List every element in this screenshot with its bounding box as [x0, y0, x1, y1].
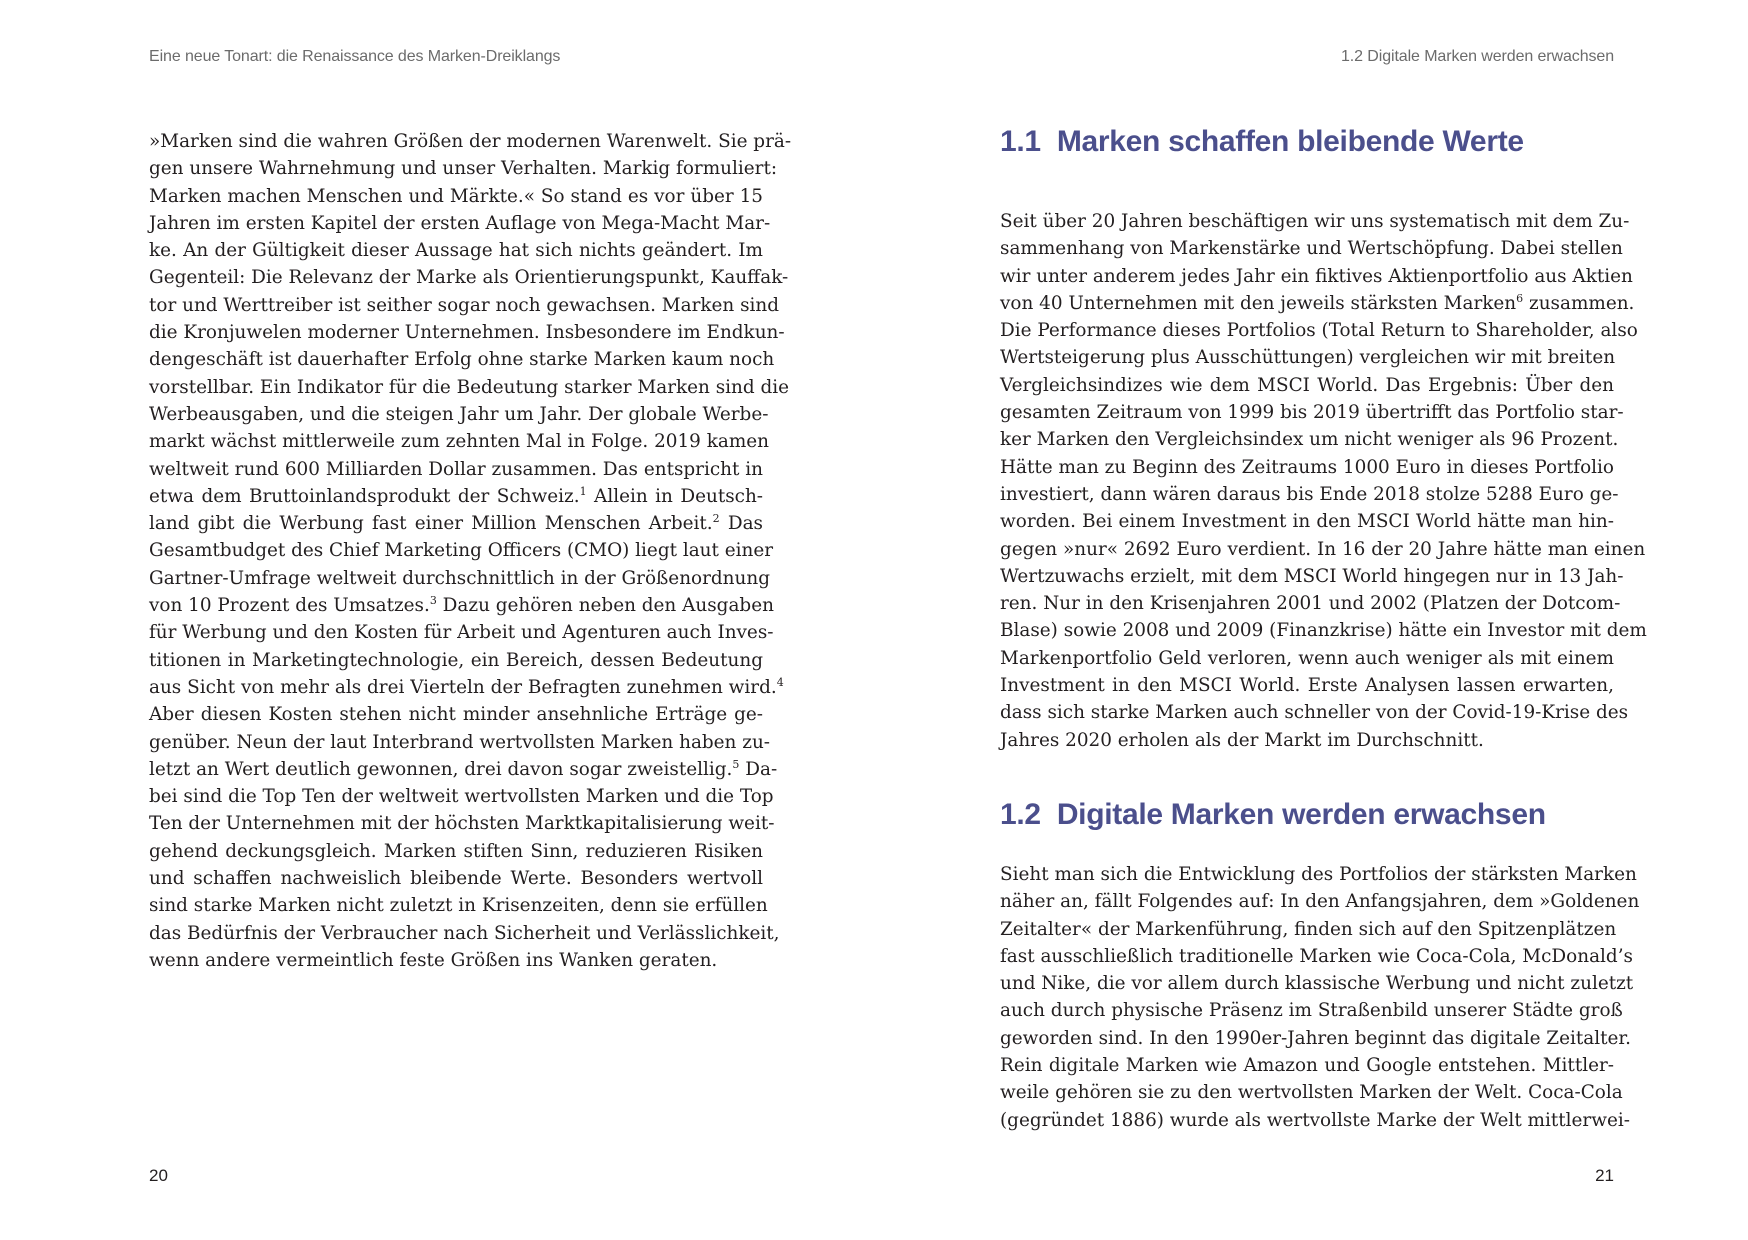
text-line: worden. Bei einem Investment in den MSCI World hätte man hin- [1000, 511, 1614, 533]
text-line: dengeschäft ist dauerhafter Erfolg ohne starke Marken kaum noch [149, 349, 775, 371]
text-line: Markenportfolio Geld verloren, wenn auch weniger als mit einem [1000, 647, 1614, 669]
text-line: Ten der Unternehmen mit der höchsten Marktkapitalisierung weit- [149, 813, 775, 835]
text-line: investiert, dann wären daraus bis Ende 2018 stolze 5288 Euro ge- [1000, 483, 1619, 505]
text-line: bei sind die Top Ten der weltweit wertvollsten Marken und die Top [149, 786, 774, 808]
text-line: Gartner-Umfrage weltweit durchschnittlich in der Größenordnung [149, 567, 770, 589]
section-1-2-body-text [1000, 861, 1640, 1134]
text-line: gesamten Zeitraum von 1999 bis 2019 übertrifft das Portfolio star- [1000, 402, 1624, 424]
text-line: Werbeausgaben, und die steigen Jahr um Jahr. Der globale Werbe- [149, 403, 769, 425]
text-line: die Kronjuwelen moderner Unternehmen. Insbesondere im Endkun- [149, 322, 785, 344]
text-line: markt wächst mittlerweile zum zehnten Mal in Folge. 2019 kamen [149, 431, 769, 453]
text-line: Wertsteigerung plus Ausschüttungen) vergleichen wir mit breiten [1000, 347, 1616, 369]
text-line: (gegründet 1886) wurde als wertvollste Marke der Welt mittlerwei- [1000, 1109, 1630, 1131]
section-title: Marken schaffen bleibende Werte [1056, 125, 1524, 158]
text-line: Sieht man sich die Entwicklung des Portfolios der stärksten Marken [1000, 864, 1637, 885]
footnote-marker: 1 [579, 484, 587, 498]
text-line: Marken machen Menschen und Märkte.« So stand es vor über 15 [149, 185, 763, 207]
text-line: wenn andere vermeintlich feste Größen ins Wanken geraten. [149, 949, 718, 971]
text-line: ren. Nur in den Krisenjahren 2001 und 2002 (Platzen der Dotcom- [1000, 593, 1621, 615]
text-line: land gibt die Werbung fast einer Million Menschen Arbeit.$^2$ Das [149, 512, 763, 535]
text-line: Aber diesen Kosten stehen nicht minder ansehnliche Erträge ge- [149, 704, 763, 726]
text-line: von 10 Prozent des Umsatzes.$^3$ Dazu gehören neben den Ausgaben [149, 594, 774, 617]
text-line: Hätte man zu Beginn des Zeitraums 1000 Euro in dieses Portfolio [1000, 456, 1614, 478]
text-line: Vergleichsindizes wie dem MSCI World. Das Ergebnis: Über den [1000, 374, 1614, 396]
text-line: »Marken sind die wahren Größen der modernen Warenwelt. Sie prä- [149, 131, 792, 152]
text-line: ke. An der Gültigkeit dieser Aussage hat sich nichts geändert. Im [149, 240, 763, 262]
text-line: Rein digitale Marken wie Amazon und Google entstehen. Mittler- [1000, 1055, 1614, 1077]
text-line: auch durch physische Präsenz im Straßenbild unserer Städte groß [1000, 1000, 1623, 1022]
text-line: Wertzuwachs erzielt, mit dem MSCI World hingegen nur in 13 Jah- [1000, 565, 1624, 587]
text-line: sind starke Marken nicht zuletzt in Krisenzeiten, denn sie erfüllen [149, 895, 768, 917]
section-heading-1-2 [1000, 798, 1546, 832]
text-line: Gegenteil: Die Relevanz der Marke als Orientierungspunkt, Kauffak- [149, 267, 789, 289]
text-line: titionen in Marketingtechnologie, ein Bereich, dessen Bedeutung [149, 649, 763, 671]
text-line: Die Performance dieses Portfolios (Total Return to Shareholder, also [1000, 320, 1638, 342]
footnote-marker: 4 [776, 675, 784, 689]
text-line: weile gehören sie zu den wertvollsten Marken der Welt. Coca-Cola [1000, 1082, 1623, 1104]
section-number: 1.2 [1000, 798, 1041, 831]
text-line: Zeitalter« der Markenführung, finden sich auf den Spitzenplätzen [1000, 918, 1617, 940]
text-line: für Werbung und den Kosten für Arbeit und Agenturen auch Inves- [149, 622, 774, 644]
text-line: und schaffen nachweislich bleibende Werte. Besonders wertvoll [149, 868, 763, 890]
page-number-right: 21 [1595, 1166, 1614, 1185]
page-number-left: 20 [149, 1166, 168, 1185]
text-line: von 40 Unternehmen mit den jeweils stärksten Marken$^6$ zusammen. [1000, 291, 1635, 314]
text-line: dass sich starke Marken auch schneller von der Covid-19-Krise des [1000, 702, 1629, 724]
text-line: Investment in den MSCI World. Erste Analysen lassen erwarten, [1000, 675, 1614, 697]
text-line: weltweit rund 600 Milliarden Dollar zusammen. Das entspricht in [149, 458, 763, 480]
text-line: aus Sicht von mehr als drei Vierteln der Befragten zunehmen wird.$^4$ [149, 675, 784, 698]
text-line: letzt an Wert deutlich gewonnen, drei davon sogar zweistellig.$^5$ Da- [149, 757, 778, 780]
text-line: tor und Werttreiber ist seither sogar noch gewachsen. Marken sind [149, 294, 780, 316]
text-line: gegen »nur« 2692 Euro verdient. In 16 der 20 Jahre hätte man einen [1000, 538, 1646, 560]
text-line: wir unter anderem jedes Jahr ein fiktives Aktienportfolio aus Aktien [1000, 265, 1633, 287]
text-line: ker Marken den Vergleichsindex um nicht weniger als 96 Prozent. [1000, 429, 1619, 451]
footnote-marker: 2 [712, 512, 720, 526]
section-number: 1.1 [1000, 125, 1041, 158]
section-heading-1-1 [1000, 125, 1524, 159]
text-line: vorstellbar. Ein Indikator für die Bedeutung starker Marken sind die [149, 376, 790, 398]
footnote-marker: 6 [1516, 291, 1524, 305]
text-line: das Bedürfnis der Verbraucher nach Sicherheit und Verlässlichkeit, [149, 922, 780, 944]
section-1-1-body-text [1000, 208, 1647, 754]
footnote-marker: 3 [429, 594, 437, 608]
text-line: Blase) sowie 2008 und 2009 (Finanzkrise) hätte ein Investor mit dem [1000, 620, 1647, 642]
text-line: geworden sind. In den 1990er-Jahren beginnt das digitale Zeitalter. [1000, 1027, 1631, 1049]
running-head-right: 1.2 Digitale Marken werden erwachsen [1341, 48, 1614, 65]
text-line: genüber. Neun der laut Interbrand wertvollsten Marken haben zu- [149, 731, 770, 753]
text-line: sammenhang von Markenstärke und Wertschöpfung. Dabei stellen [1000, 238, 1623, 260]
text-line: näher an, fällt Folgendes auf: In den Anfangsjahren, dem »Goldenen [1000, 891, 1640, 913]
running-head-left: Eine neue Tonart: die Renaissance des Marken-Dreiklangs [149, 48, 561, 65]
text-line: Gesamtbudget des Chief Marketing Officers (CMO) liegt laut einer [149, 540, 774, 562]
text-line: gen unsere Wahrnehmung und unser Verhalten. Markig formuliert: [149, 158, 778, 180]
left-body-text [149, 128, 792, 974]
footnote-marker: 5 [732, 757, 740, 771]
text-line: etwa dem Bruttoinlandsprodukt der Schweiz.$^1$ Allein in Deutsch- [149, 484, 764, 507]
text-line: Jahren im ersten Kapitel der ersten Auflage von Mega-Macht Mar- [149, 212, 771, 234]
text-line: Seit über 20 Jahren beschäftigen wir uns systematisch mit dem Zu- [1000, 211, 1630, 232]
section-title: Digitale Marken werden erwachsen [1056, 798, 1546, 831]
text-line: und Nike, die vor allem durch klassische Werbung und nicht zuletzt [1000, 973, 1634, 995]
text-line: gehend deckungsgleich. Marken stiften Sinn, reduzieren Risiken [149, 840, 763, 862]
text-line: Jahres 2020 erholen als der Markt im Durchschnitt. [1000, 729, 1484, 751]
text-line: fast ausschließlich traditionelle Marken wie Coca-Cola, McDonald’s [1000, 945, 1633, 967]
